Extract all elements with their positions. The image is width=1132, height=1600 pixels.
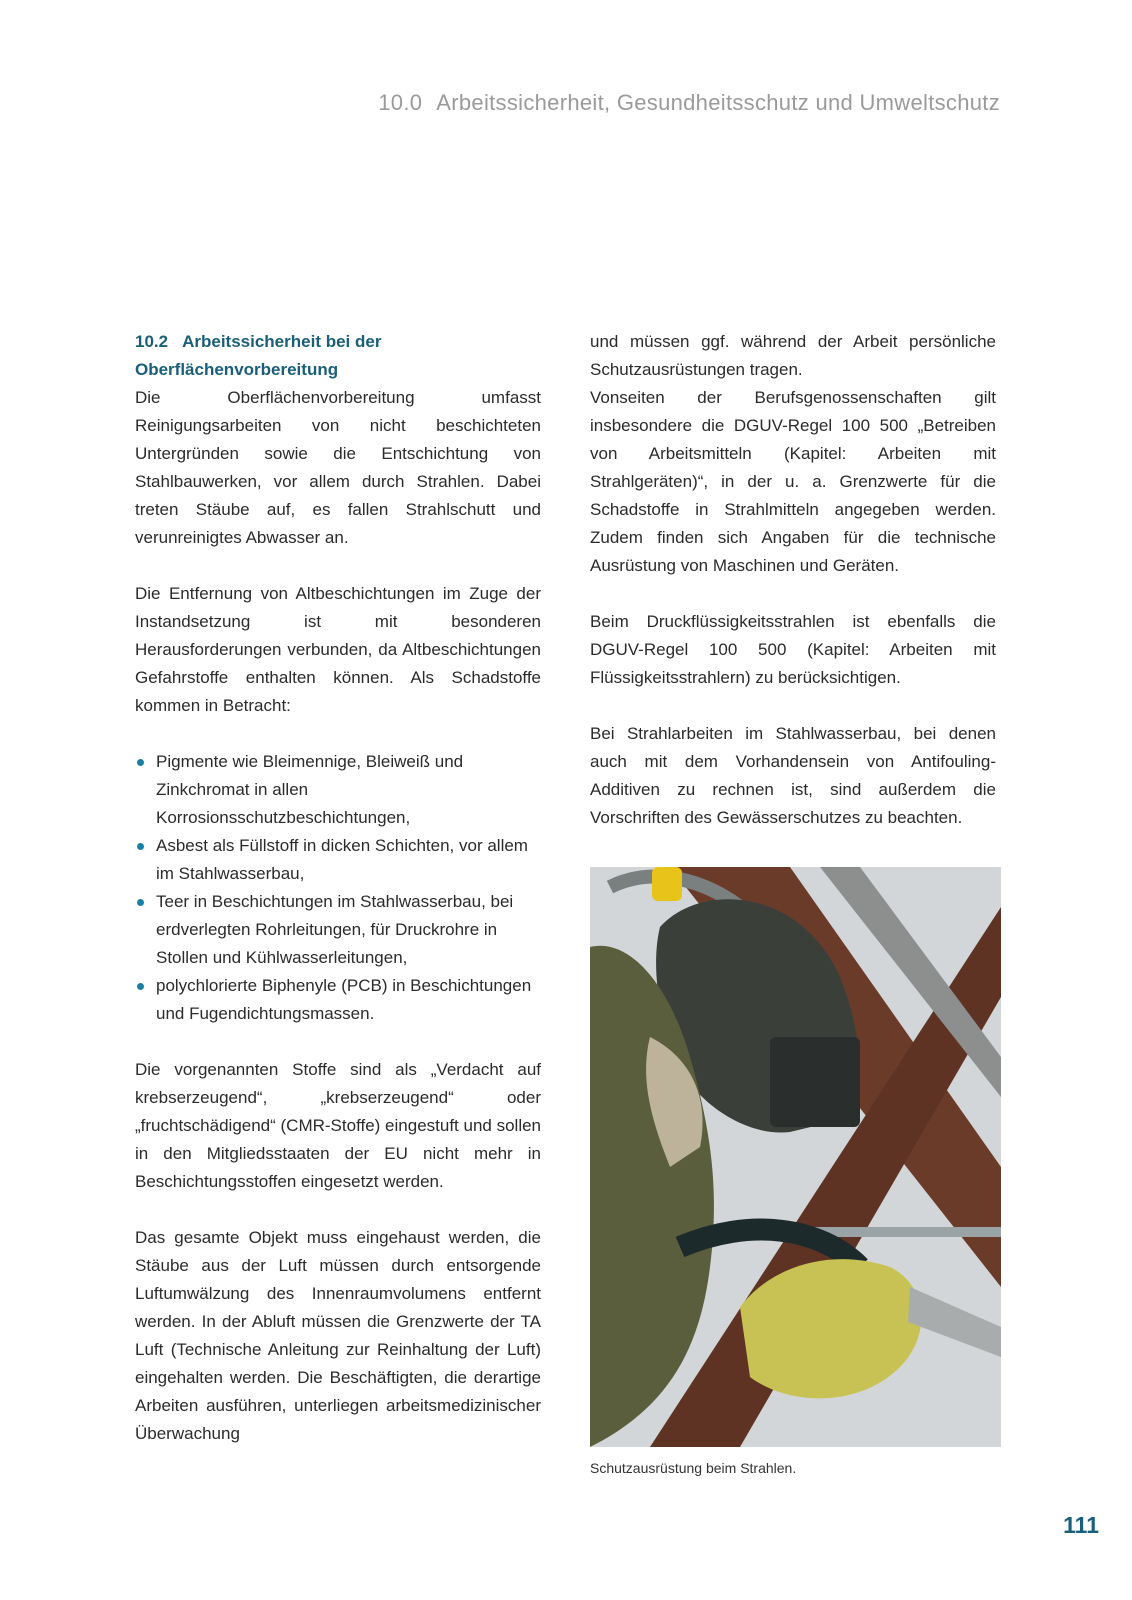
bullet-icon: [137, 983, 144, 990]
paragraph: Bei Strahlarbeiten im Stahlwasserbau, bei denen auch mit dem Vorhandensein von Antifouling-Additiven zu rechnen ist, sind außerdem die Vorschriften des Gewässerschutzes zu beachten.: [590, 724, 996, 827]
list-item: [135, 748, 541, 832]
running-header: [378, 90, 1000, 116]
list-item-text: Asbest als Füllstoff in dicken Schichten, vor allem im Stahlwasserbau,: [156, 836, 528, 883]
bullet-icon: [137, 843, 144, 850]
blasting-photo: [590, 867, 1001, 1447]
paragraph: und müssen ggf. während der Arbeit persönliche Schutzausrüstungen tragen.: [590, 332, 996, 379]
pollutant-list: [135, 748, 541, 1028]
paragraph: Beim Druckflüssigkeitsstrahlen ist ebenfalls die DGUV-Regel 100 500 (Kapitel: Arbeiten mit Flüssigkeitsstrahlern) zu berücksichtigen.: [590, 612, 996, 687]
list-item-text: Teer in Beschichtungen im Stahlwasserbau, bei erdverlegten Rohrleitungen, für Druckrohre in Stollen und Kühlwasserleitungen,: [156, 892, 514, 967]
list-item-text: Pigmente wie Bleimennige, Bleiweiß und Zinkchromat in allen Korrosionsschutzbeschichtungen,: [156, 752, 464, 827]
paragraph: Das gesamte Objekt muss eingehaust werden, die Stäube aus der Luft müssen durch entsorgende Luftumwälzung des Innenraumvolumens entfernt werden. In der Abluft müssen die Grenzwerte der TA Luft (Technische Anleitung zur Reinhaltung der Luft) eingehalten werden. Die Beschäftigten, die derartige Arbeiten ausführen, unterliegen arbeitsmedizinischer Überwachung: [135, 1228, 541, 1443]
figure-caption: Schutzausrüstung beim Strahlen.: [590, 1460, 797, 1476]
left-column: [135, 328, 541, 1448]
paragraph: Die vorgenannten Stoffe sind als „Verdacht auf krebserzeugend“, „krebserzeugend“ oder „fruchtschädigend“ (CMR-Stoffe) eingestuft und sollen in den Mitgliedsstaaten der EU nicht mehr in Beschichtungsstoffen eingesetzt werden.: [135, 1060, 541, 1191]
paragraph: Die Entfernung von Altbeschichtungen im Zuge der Instandsetzung ist mit besonderen Herausforderungen verbunden, da Altbeschichtungen Gefahrstoffe enthalten können. Als Schadstoffe kommen in Betracht:: [135, 584, 541, 715]
photo-illustration: [590, 867, 1001, 1447]
bullet-icon: [137, 759, 144, 766]
page-number: 111: [1063, 1512, 1099, 1538]
chapter-title: Arbeitssicherheit, Gesundheitsschutz und Umweltschutz: [436, 90, 1000, 115]
section-heading: [135, 328, 541, 384]
section-number: 10.2: [135, 332, 169, 351]
paragraph: Vonseiten der Berufsgenossenschaften gilt insbesondere die DGUV-Regel 100 500 „Betreiben von Arbeitsmitteln (Kapitel: Arbeiten mit Strahlgeräten)“, in der u. a. Grenzwerte für die Schadstoffe in Strahlmitteln angegeben werden. Zudem finden sich Angaben für die technische Ausrüstung von Maschinen und Geräten.: [590, 388, 996, 575]
section-title: Arbeitssicherheit bei der Oberflächenvorbereitung: [135, 332, 382, 379]
bullet-icon: [137, 899, 144, 906]
list-item: [135, 972, 541, 1028]
list-item-text: polychlorierte Biphenyle (PCB) in Beschichtungen und Fugendichtungsmassen.: [156, 976, 532, 1023]
paragraph: Die Oberflächenvorbereitung umfasst Reinigungsarbeiten von nicht beschichteten Untergründen sowie die Entschichtung von Stahlbauwerken, vor allem durch Strahlen. Dabei treten Stäube auf, es fallen Strahlschutt und verunreinigtes Abwasser an.: [135, 388, 541, 547]
chapter-number: 10.0: [378, 90, 423, 115]
list-item: [135, 832, 541, 888]
list-item: [135, 888, 541, 972]
right-column: [590, 328, 996, 832]
